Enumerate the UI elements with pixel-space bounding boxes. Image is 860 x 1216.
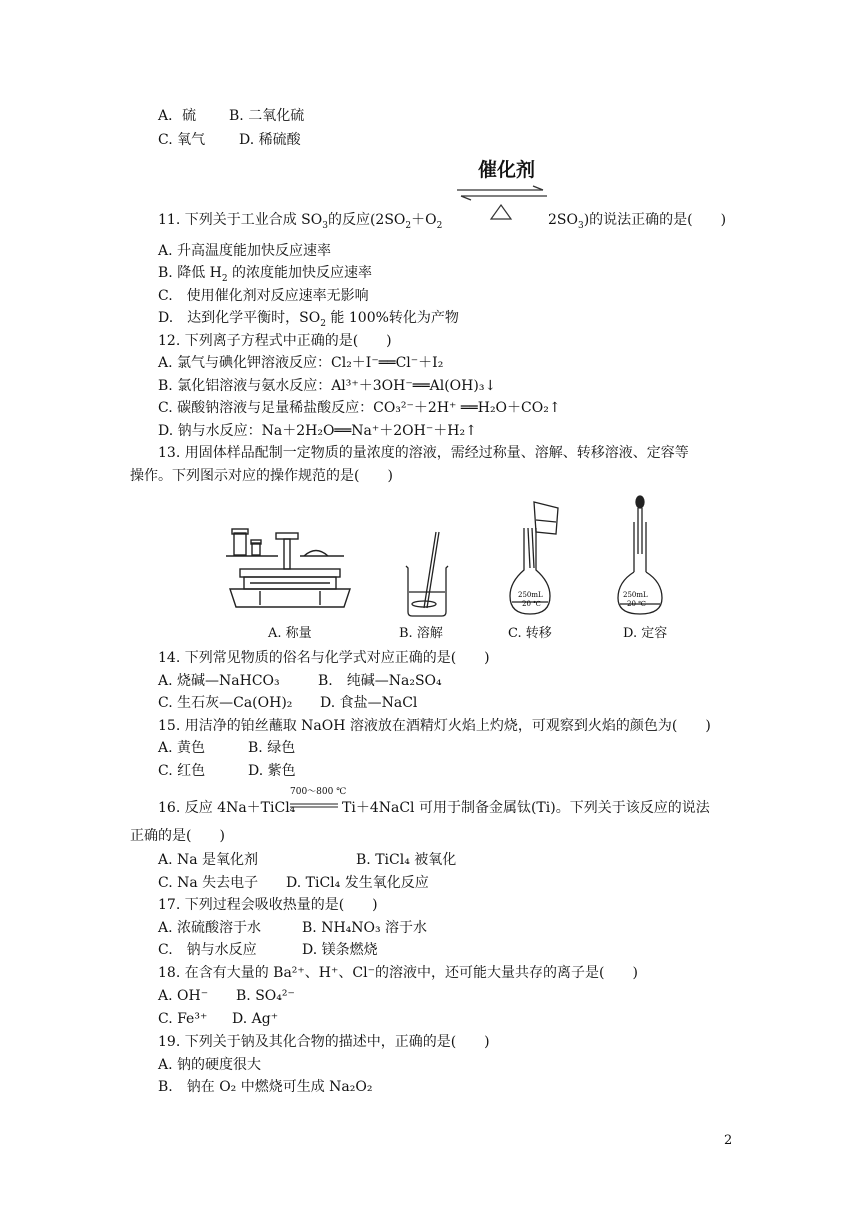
- q19-option-b: B. 钠在 O₂ 中燃烧可生成 Na₂O₂: [158, 1079, 373, 1095]
- q11-option-b: B. 降低 $H_2$ 的浓度能加快反应速率: [158, 265, 373, 284]
- q18-option-a: A. OH⁻: [158, 988, 209, 1004]
- q18-stem: 18. 在含有大量的 Ba²⁺、H⁺、Cl⁻的溶液中，还可能大量共存的离子是( ): [158, 965, 638, 981]
- transfer-flask-figure: [508, 498, 578, 618]
- q19-stem: 19. 下列关于钠及其化合物的描述中，正确的是( ): [158, 1034, 490, 1050]
- flask-c-temp: 20 ℃: [522, 600, 541, 608]
- q18-option-d: D. Ag⁺: [232, 1011, 279, 1027]
- flask-d-volume: 250mL: [623, 591, 648, 599]
- page-number: 2: [724, 1133, 733, 1148]
- q13-stem-line1: 13. 用固体样品配制一定物质的量浓度的溶液，需经过称量、溶解、转移溶液、定容等: [158, 445, 689, 461]
- q12-option-b: B. 氯化铝溶液与氨水反应：Al³⁺＋3OH⁻══Al(OH)₃↓: [158, 378, 497, 394]
- q15-option-a: A. 黄色: [158, 740, 206, 756]
- q16-option-a: A. Na 是氧化剂: [158, 852, 259, 868]
- flask-d-temp: 20 ℃: [627, 600, 646, 608]
- figure-caption-d: D. 定容: [623, 626, 668, 641]
- q15-option-c: C. 红色: [158, 763, 206, 779]
- q13-stem-line2: 操作。下列图示对应的操作规范的是( ): [130, 468, 393, 484]
- q15-stem: 15. 用洁净的铂丝蘸取 NaOH 溶液放在酒精灯火焰上灼烧，可观察到火焰的颜色为( ): [158, 718, 711, 734]
- figure-caption-a: A. 称量: [268, 626, 312, 641]
- beaker-figure: [400, 532, 460, 622]
- balance-figure: [220, 525, 360, 615]
- catalyst-label: 催化剂: [478, 159, 536, 181]
- reversible-arrow-icon: [455, 186, 555, 200]
- q14-stem: 14. 下列常见物质的俗名与化学式对应正确的是( ): [158, 650, 490, 666]
- q10-option-a: A．硫: [158, 108, 197, 124]
- q11-stem-product: $2SO_3$)的说法正确的是( ): [548, 212, 727, 231]
- q12-stem: 12. 下列离子方程式中正确的是( ): [158, 333, 392, 349]
- q14-option-d: D. 食盐—NaCl: [320, 695, 418, 711]
- figure-caption-b: B. 溶解: [399, 626, 443, 641]
- q11-stem: 11. 下列关于工业合成 $SO_3$的反应($2SO_2+O_2$: [158, 212, 443, 231]
- q11-option-a: A. 升高温度能加快反应速率: [158, 243, 332, 259]
- q16-stem-part1: 16. 反应 4Na＋TiCl₄: [158, 800, 296, 816]
- q17-option-c: C. 钠与水反应: [158, 942, 257, 958]
- q15-option-b: B. 绿色: [248, 740, 296, 756]
- q17-option-a: A. 浓硫酸溶于水: [158, 920, 262, 936]
- q16-option-b: B. TiCl₄ 被氧化: [356, 852, 457, 868]
- q19-option-a: A. 钠的硬度很大: [158, 1057, 262, 1073]
- q17-option-b: B. NH₄NO₃ 溶于水: [302, 920, 428, 936]
- q17-option-d: D. 镁条燃烧: [302, 942, 378, 958]
- q14-option-a: A. 烧碱—NaHCO₃: [158, 673, 280, 689]
- q17-stem: 17. 下列过程会吸收热量的是( ): [158, 897, 378, 913]
- q16-option-c: C. Na 失去电子: [158, 875, 259, 891]
- q14-option-b: B. 纯碱—Na₂SO₄: [318, 673, 442, 689]
- q18-option-b: B. SO₄²⁻: [236, 988, 295, 1004]
- q12-option-a: A. 氯气与碘化钾溶液反应：Cl₂＋I⁻══Cl⁻＋I₂: [158, 355, 444, 371]
- q11-option-c: C. 使用催化剂对反应速率无影响: [158, 288, 369, 304]
- q14-option-c: C. 生石灰—Ca(OH)₂: [158, 695, 293, 711]
- q15-option-d: D. 紫色: [248, 763, 296, 779]
- q11-option-d: D. 达到化学平衡时，$SO_2$ 能 100%转化为产物: [158, 310, 459, 329]
- q16-option-d: D. TiCl₄ 发生氧化反应: [286, 875, 429, 891]
- reaction-equals-icon: [290, 803, 340, 809]
- q18-option-c: C. Fe³⁺: [158, 1011, 208, 1027]
- q16-stem-part2: Ti＋4NaCl 可用于制备金属钛(Ti)。下列关于该反应的说法: [342, 800, 710, 816]
- q12-option-d: D. 钠与水反应：Na＋2H₂O══Na⁺＋2OH⁻＋H₂↑: [158, 423, 477, 439]
- figure-caption-c: C. 转移: [508, 626, 552, 641]
- flask-c-volume: 250mL: [518, 591, 543, 599]
- q10-option-c: C. 氧气: [158, 132, 206, 148]
- q16-stem-line2: 正确的是( ): [130, 828, 225, 844]
- q10-option-b: B. 二氧化硫: [229, 108, 305, 124]
- dropper-flask-figure: [614, 494, 674, 619]
- q10-option-d: D. 稀硫酸: [239, 132, 301, 148]
- q16-condition: 700～800 ℃: [290, 787, 347, 797]
- heat-triangle-icon: [489, 204, 513, 220]
- q12-option-c: C. 碳酸钠溶液与足量稀盐酸反应：CO₃²⁻＋2H⁺ ══H₂O＋CO₂↑: [158, 400, 561, 416]
